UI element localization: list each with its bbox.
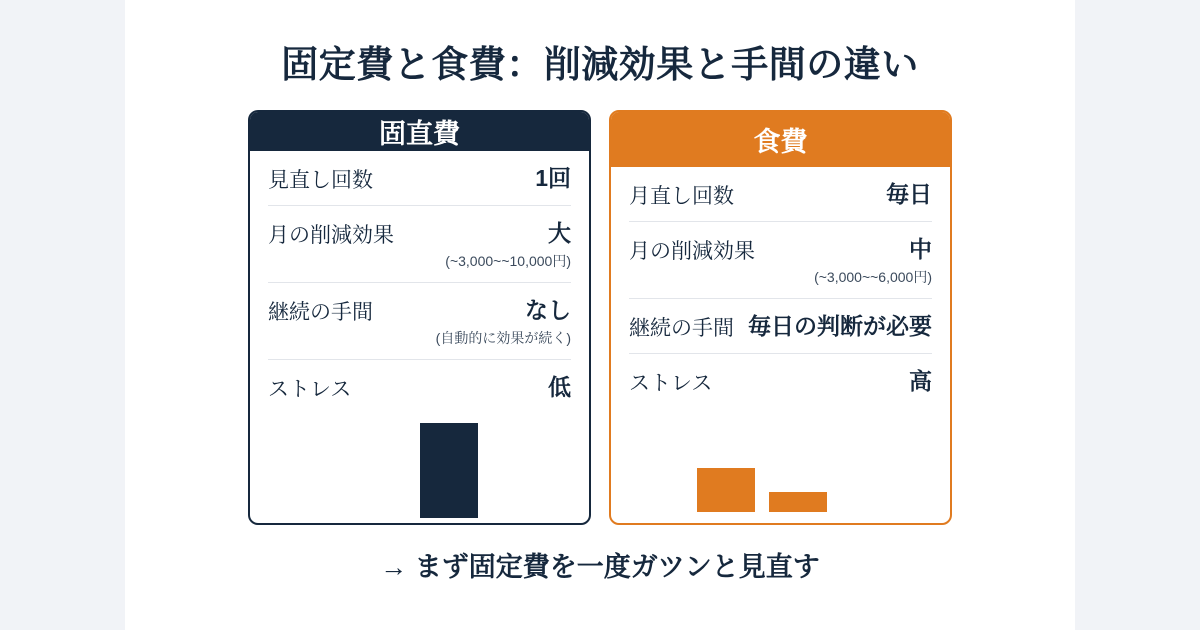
slide-canvas — [125, 0, 1075, 630]
row-label: ストレス — [629, 372, 713, 395]
page-title: 固定費と食費：削減効果と手間の違い — [281, 44, 919, 85]
row-value: 低 — [548, 374, 571, 400]
stress-bar — [697, 468, 755, 512]
table-row — [268, 283, 571, 360]
card-food-cost — [609, 110, 952, 525]
stress-bar — [420, 423, 478, 518]
table-row — [629, 354, 932, 523]
row-label: ストレス — [268, 378, 352, 401]
card-fixed-cost — [248, 110, 591, 525]
row-label: 見直し回数 — [268, 169, 373, 192]
table-row — [629, 299, 932, 354]
table-row — [268, 206, 571, 283]
row-value: 高 — [909, 368, 932, 394]
card-fixed-cost-header: 固直費 — [250, 112, 589, 151]
row-value: 大 — [548, 220, 571, 246]
card-food-cost-header: 食費 — [611, 112, 950, 167]
stress-bar-chart-food — [629, 397, 932, 512]
table-row — [268, 151, 571, 206]
table-row — [268, 360, 571, 525]
table-row — [629, 222, 932, 299]
row-label: 継続の手間 — [268, 301, 373, 324]
row-value: 中 — [909, 236, 932, 262]
row-value: 毎日の判断が必要 — [748, 313, 932, 339]
row-label: 月の削減効果 — [629, 240, 755, 263]
card-fixed-cost-rows — [250, 151, 589, 525]
row-note: (~3,000~~10,000円) — [445, 253, 571, 269]
row-note: (自動的に効果が続く) — [435, 330, 571, 346]
row-label: 継続の手間 — [629, 317, 734, 340]
stress-bar-chart-fixed — [268, 403, 571, 518]
row-value: 毎日 — [886, 181, 932, 207]
card-food-cost-rows — [611, 167, 950, 523]
comparison-cards — [125, 110, 1075, 525]
table-row — [629, 167, 932, 222]
conclusion-text: → まず固定費を一度ガツンと見直す — [380, 552, 820, 582]
row-value: なし — [525, 297, 571, 323]
row-label: 月直し回数 — [629, 185, 734, 208]
row-note: (~3,000~~6,000円) — [814, 269, 932, 285]
row-label: 月の削減効果 — [268, 224, 394, 247]
stress-bar — [769, 492, 827, 512]
row-value: 1回 — [535, 165, 571, 191]
